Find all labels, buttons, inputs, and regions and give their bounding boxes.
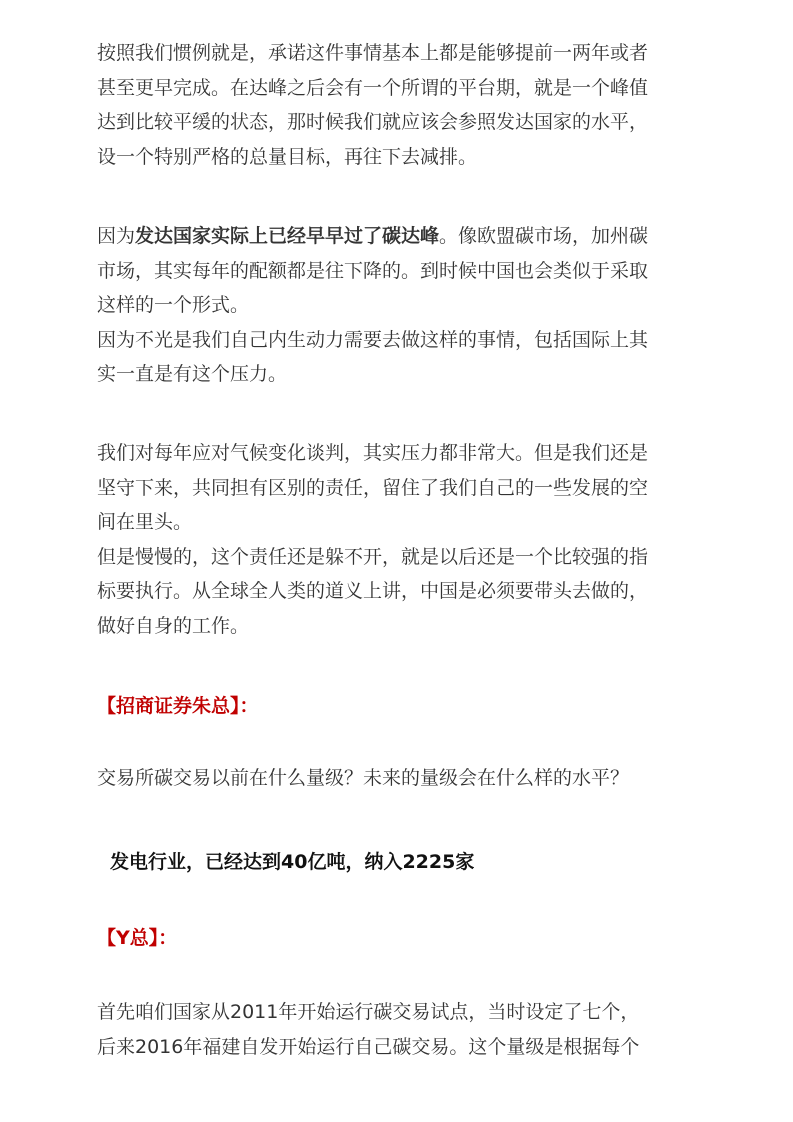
text-line: 这样的一个形式。 [97, 294, 250, 316]
text-line: 按照我们惯例就是，承诺这件事情基本上都是能够提前一两年或者 [97, 42, 649, 64]
text-line: 间在里头。 [97, 511, 193, 533]
text-line: 交易所碳交易以前在什么量级？未来的量级会在什么样的水平？ [97, 767, 630, 789]
question [97, 761, 707, 796]
text-line: 我们对每年应对气候变化谈判，其实压力都非常大。但是我们还是 [97, 442, 649, 464]
text-line [97, 219, 707, 254]
text-line: 坚守下来，共同担有区别的责任，留住了我们自己的一些发展的空 [97, 476, 649, 499]
paragraph-3 [97, 436, 707, 643]
paragraph-1 [97, 36, 707, 174]
text-line: 甚至更早完成。在达峰之后会有一个所谓的平台期，就是一个峰值 [97, 76, 649, 99]
section-heading: 发电行业，已经达到40亿吨，纳入2225家 [110, 851, 475, 873]
speaker-label-2 [97, 921, 707, 956]
text-line: 但是慢慢的，这个责任还是躲不开，就是以后还是一个比较强的指 [97, 545, 649, 568]
paragraph-2 [97, 219, 707, 392]
text-span: 因为 [97, 225, 136, 247]
text-line: 因为不光是我们自己内生动力需要去做这样的事情，包括国际上其 [97, 328, 649, 351]
text-line: 做好自身的工作。 [97, 614, 250, 637]
text-line: 设一个特别严格的总量目标，再往下去减排。 [97, 145, 478, 168]
text-span: 。像欧盟碳市场，加州碳 [439, 225, 649, 247]
speaker-name: 【Y总】： [97, 927, 178, 949]
text-line: 达到比较平缓的状态，那时候我们就应该会参照发达国家的水平， [97, 111, 649, 133]
text-line: 标要执行。从全球全人类的道义上讲，中国是必须要带头去做的， [97, 580, 649, 602]
text-line: 后来2016年福建自发开始运行自己碳交易。这个量级是根据每个 [97, 1035, 640, 1058]
speaker-name: 【招商证券朱总】： [97, 695, 259, 717]
speaker-label-1 [97, 689, 707, 724]
text-line: 首先咱们国家从2011年开始运行碳交易试点，当时设定了七个， [97, 1001, 640, 1023]
bold-emphasis: 发达国家实际上已经早早过了碳达峰 [135, 225, 440, 247]
paragraph-4 [97, 995, 707, 1064]
text-line: 实一直是有这个压力。 [97, 363, 288, 385]
text-line: 市场，其实每年的配额都是往下降的。到时候中国也会类似于采取 [97, 259, 649, 282]
